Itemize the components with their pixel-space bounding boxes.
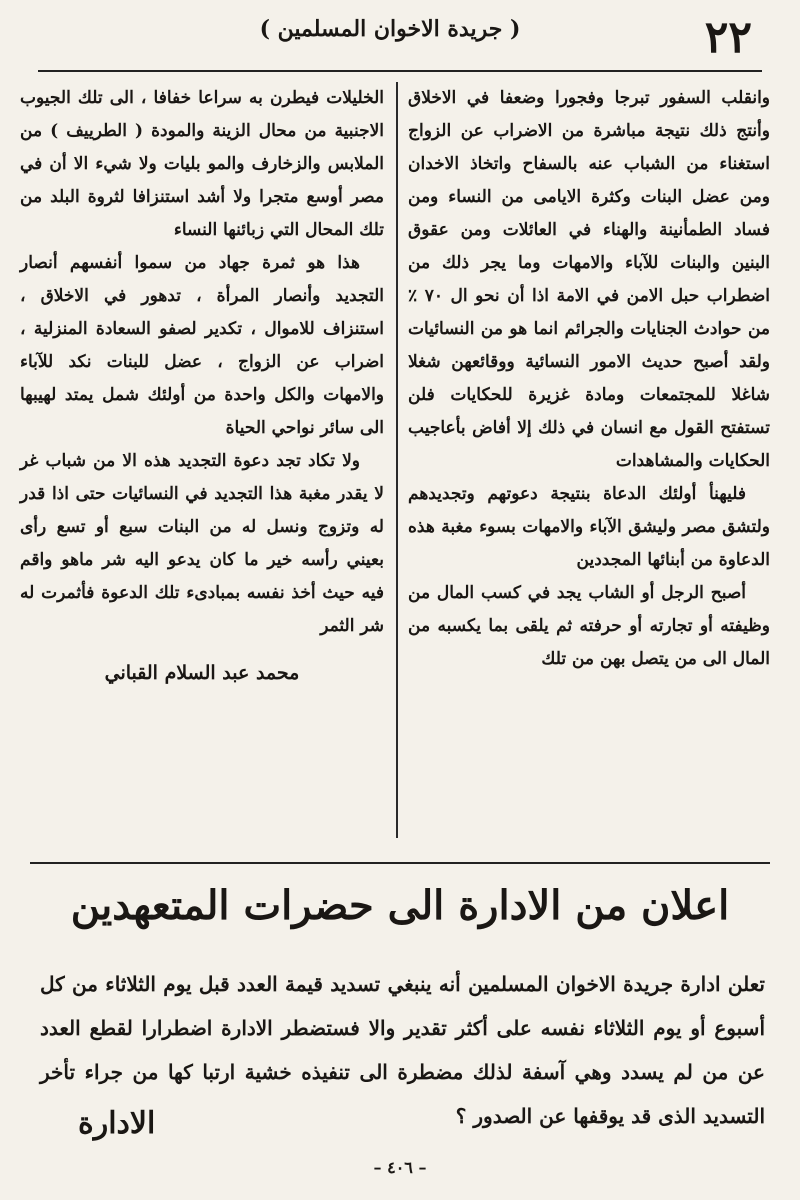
paragraph: هذا هو ثمرة جهاد من سموا أنفسهم أنصار التجديد وأنصار المرأة ، تدهور في الاخلاق ، استنزاف للاموال ، تكدير لصفو السعادة المنزلية ، اضراب عن الزواج ، عضل للبنات نكد للآباء والامهات والكل واحدة من أولئك شمل يمتد لهيبها الى سائر نواحي الحياة (20, 253, 384, 438)
paragraph: وانقلب السفور تبرجا وفجورا وضعفا في الاخلاق وأنتج ذلك نتيجة مباشرة من الاضراب عن الزواج استغناء من الشباب عنه بالسفاح واتخاذ الاخدان ومن عضل البنات وكثرة الايامى من النساء ومن فساد الطمأنينة والهناء في العائلات ومن عقوق البنين والبنات للآباء والامهات وما يجر ذلك من اضطراب حبل الامن في الامة اذا أن نحو ال ٧٠ ٪ من حوادث الجنايات والجرائم انما هو من النسائيات ولقد أصبح حديث الامور النسائية ووقائعهن شغلا شاغلا للمجتمعات ومادة غزيرة للحكايات فلن تستفتح القول مع انسان في ذلك إلا أفاض بأعاجيب الحكايات والمشاهدات (408, 88, 770, 471)
announcement-body: تعلن ادارة جريدة الاخوان المسلمين أنه ينبغي تسديد قيمة العدد قبل يوم الثلاثاء من كل أسبوع أو يوم الثلاثاء نفسه على أكثر تقدير والا فستضطر الادارة اضطرارا لقطع العدد عن من لم يسدد وهي آسفة لذلك مضطرة الى تنفيذه خشية ارتبا كها من جراء تأخر التسديد الذى قد يوقفها عن الصدور ؟ (40, 972, 765, 1128)
author-signature: محمد عبد السلام القباني (104, 662, 300, 684)
article-column-left (20, 82, 384, 842)
paragraph: الخليلات فيطرن به سراعا خفافا ، الى تلك الجيوب الاجنبية من محال الزينة والمودة ( الطرييف ) من الملابس والزخارف والمو بليات ولا شيء الا أن في مصر أوسع متجرا ولا أشد استنزافا لثروة البلد من تلك المحال التي زبائنها النساء (20, 88, 384, 240)
section-divider (30, 862, 770, 864)
page-header (0, 0, 800, 78)
announcement-title: اعلان من الادارة الى حضرات المتعهدين (70, 882, 730, 929)
newspaper-title: ( جريدة الاخوان المسلمين ) (259, 16, 521, 42)
paragraph: فليهنأ أولئك الدعاة بنتيجة دعوتهم وتجديدهم ولتشق مصر وليشق الآباء والامهات بسوء مغبة هذه الدعاوة من أبنائها المجددين (408, 484, 770, 570)
header-rule (38, 70, 762, 72)
column-divider (396, 82, 398, 838)
header-page-number: ٢٢ (704, 12, 752, 63)
article-column-right (408, 82, 770, 842)
paragraph: ولا تكاد تجد دعوة التجديد هذه الا من شباب غر لا يقدر مغبة هذا التجديد في النسائيات حتى اذا قدر له وتزوج ونسل له من البنات سبع أو تسع رأى بعيني رأسه خير ما كان يدعو اليه شر ماهو واقم فيه حيث أخذ نفسه بمبادىء تلك الدعوة فأثمرت له شر الثمر (20, 451, 384, 636)
paragraph: أصبح الرجل أو الشاب يجد في كسب المال من وظيفته أو تجارته أو حرفته ثم يلقى بما يكسبه من المال الى من يتصل بهن من تلك (408, 583, 770, 669)
footer-page-number: – ٤٠٦ – (373, 1158, 427, 1177)
announcement-signature: الادارة (78, 1106, 156, 1141)
